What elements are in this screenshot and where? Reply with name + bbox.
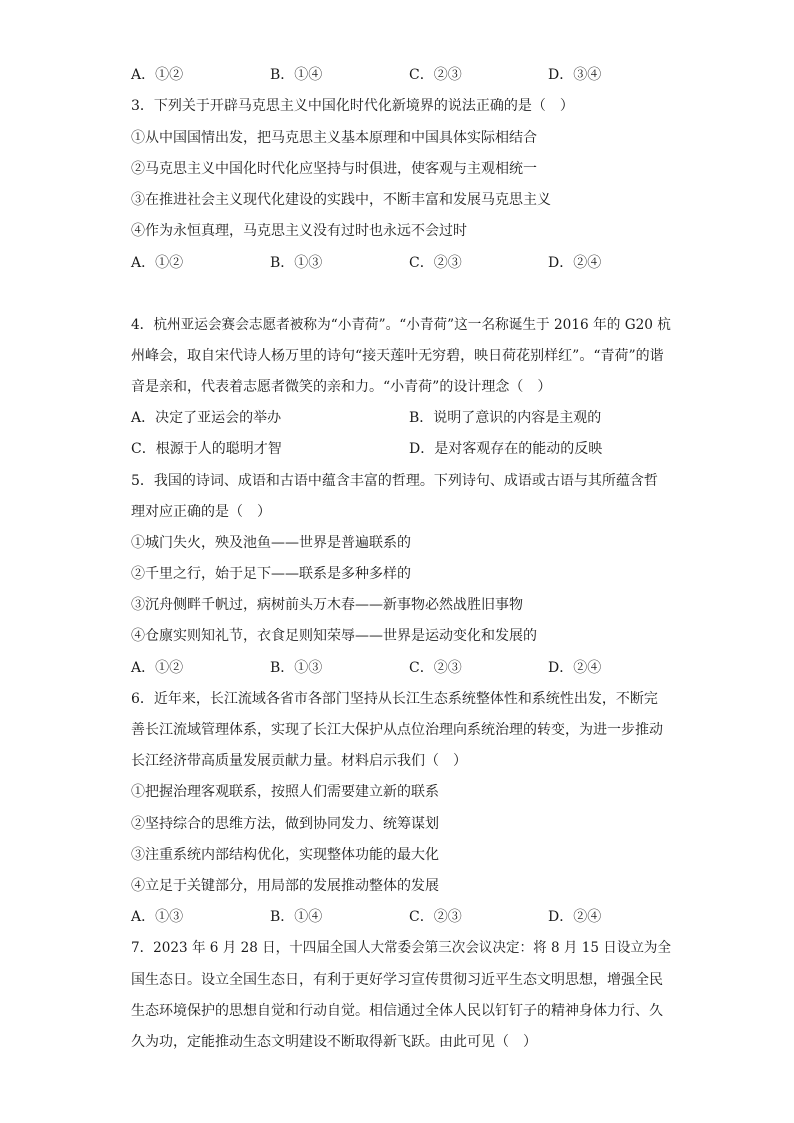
q6-item-2: ②坚持综合的思维方法，做到协同发力、统筹谋划 [131,816,439,832]
q6-stem-line-1: 6．近年来，长江流域各省市各部门坚持从长江生态系统整体性和系统性出发，不断完 [131,691,658,707]
q3-item-3: ③在推进社会主义现代化建设的实践中，不断丰富和发展马克思主义 [131,192,551,208]
q7-stem-line-4: 久为功，定能推动生态文明建设不断取得新飞跃。由此可见（ ） [131,1034,537,1050]
q7-stem-line-1: 7．2023 年 6 月 28 日，十四届全国人大常委会第三次会议决定：将 8 月 15 日设立为全 [131,940,672,956]
option-d: D．②④ [548,660,602,676]
option-b: B．①③ [270,660,323,676]
q5-item-2: ②千里之行，始于足下——联系是多种多样的 [131,566,411,582]
q5-stem-line-2: 理对应正确的是（ ） [131,504,271,520]
option-a: A．①② [131,255,184,271]
q5-options [131,658,691,678]
q2-options [131,65,691,85]
option-d: D．是对客观存在的能动的反映 [409,441,603,457]
option-c: C．②③ [409,909,462,925]
q4-options-row-1 [131,408,691,428]
option-c: C．根源于人的聪明才智 [131,441,282,457]
q5-item-4: ④仓廪实则知礼节，衣食足则知荣辱——世界是运动变化和发展的 [131,628,537,644]
option-d: D．③④ [548,67,602,83]
q3-options [131,253,691,273]
q6-item-4: ④立足于关键部分，用局部的发展推动整体的发展 [131,878,439,894]
q3-item-4: ④作为永恒真理，马克思主义没有过时也永远不会过时 [131,223,467,239]
q3-stem: 3．下列关于开辟马克思主义中国化时代化新境界的说法正确的是（ ） [131,98,574,114]
option-b: B．①④ [270,909,323,925]
q4-stem-line-1: 4．杭州亚运会赛会志愿者被称为“小青荷”。“小青荷”这一名称诞生于 2016 年的 G20 杭 [131,317,671,333]
q5-stem-line-1: 5．我国的诗词、成语和古语中蕴含丰富的哲理。下列诗句、成语或古语与其所蕴含哲 [131,473,658,489]
option-d: D．②④ [548,909,602,925]
option-b: B．①④ [270,67,323,83]
option-a: A．①② [131,660,184,676]
q3-item-2: ②马克思主义中国化时代化应坚持与时俱进，使客观与主观相统一 [131,161,537,177]
option-a: A．①③ [131,909,184,925]
option-b: B．说明了意识的内容是主观的 [409,410,602,426]
option-a: A．决定了亚运会的举办 [131,410,282,426]
q4-options-row-2 [131,439,691,459]
q5-item-1: ①城门失火，殃及池鱼——世界是普遍联系的 [131,535,411,551]
option-a: A．①② [131,67,184,83]
option-c: C．②③ [409,660,462,676]
q7-stem-line-2: 国生态日。设立全国生态日，有利于更好学习宣传贯彻习近平生态文明思想，增强全民 [131,972,663,988]
q6-stem-line-2: 善长江流域管理体系，实现了长江大保护从点位治理向系统治理的转变，为进一步推动 [131,722,663,738]
q4-stem-line-3: 音是亲和，代表着志愿者微笑的亲和力。“小青荷”的设计理念（ ） [131,379,552,395]
q3-item-1: ①从中国国情出发，把马克思主义基本原理和中国具体实际相结合 [131,130,537,146]
q4-stem-line-2: 州峰会，取自宋代诗人杨万里的诗句“接天莲叶无穷碧，映日荷花别样红”。“青荷”的谐 [131,348,664,364]
option-c: C．②③ [409,67,462,83]
option-b: B．①③ [270,255,323,271]
option-d: D．②④ [548,255,602,271]
option-c: C．②③ [409,255,462,271]
q7-stem-line-3: 生态环境保护的思想自觉和行动自觉。相信通过全体人民以钉钉子的精神身体力行、久 [131,1003,663,1019]
q6-options [131,907,691,927]
q6-item-1: ①把握治理客观联系，按照人们需要建立新的联系 [131,784,439,800]
q6-item-3: ③注重系统内部结构优化，实现整体功能的最大化 [131,847,439,863]
q5-item-3: ③沉舟侧畔千帆过，病树前头万木春——新事物必然战胜旧事物 [131,597,523,613]
q6-stem-line-3: 长江经济带高质量发展贡献力量。材料启示我们（ ） [131,753,467,769]
